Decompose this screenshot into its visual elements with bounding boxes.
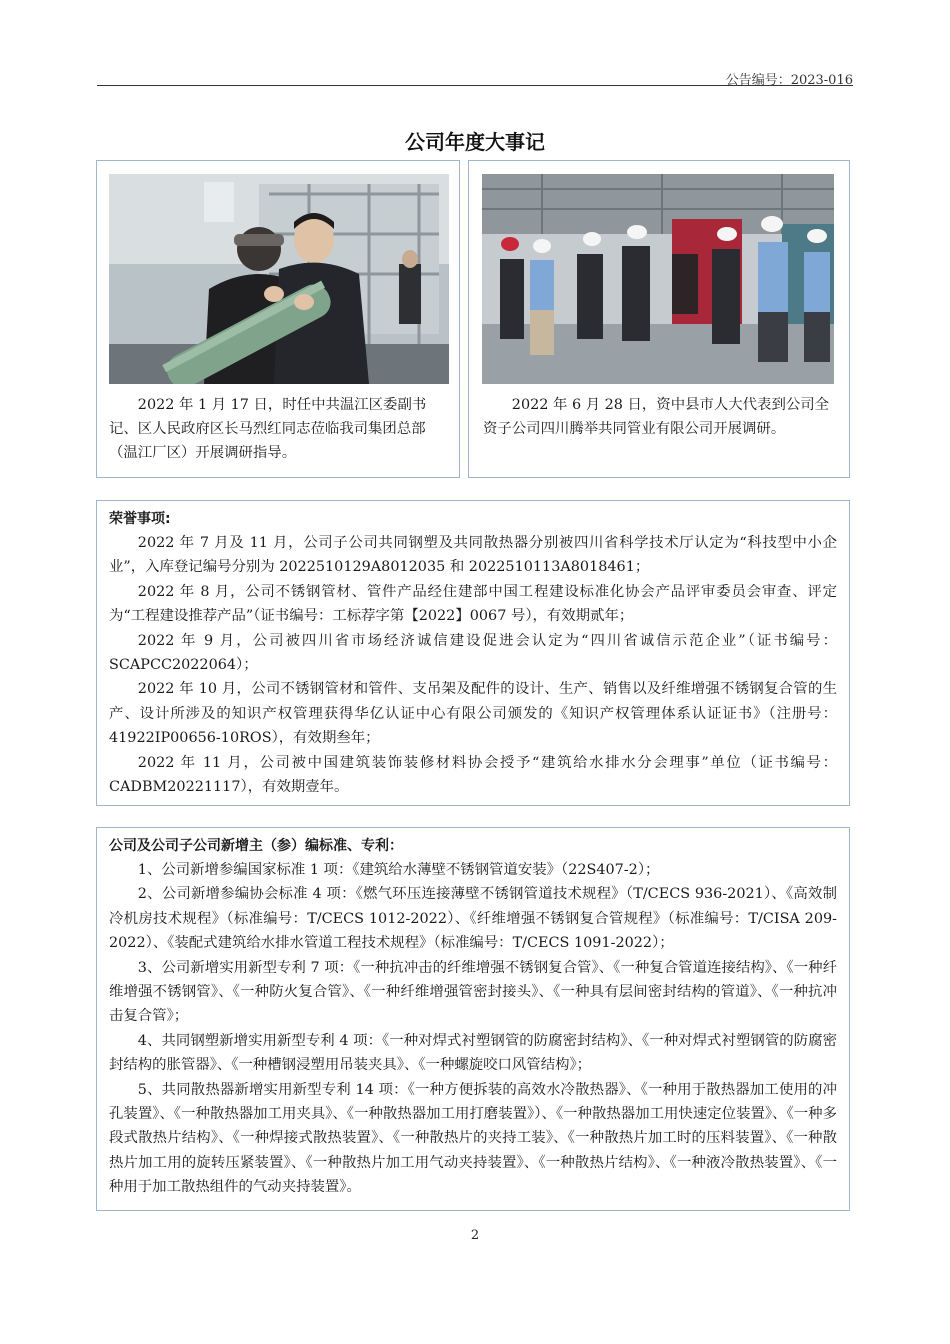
standards-paragraph: 2、公司新增参编协会标准 4 项：《燃气环压连接薄壁不锈钢管道技术规程》（T/CECS 936-2021）、《高效制冷机房技术规程》（标准编号：T/CECS 1012-2022）、《纤维增强不锈钢复合管规程》（标准编号：T/CISA 209-2022）、《装配式建筑给水排水管道工程技术规程》（标准编号：T/CECS 1091-2022）； <box>109 886 837 952</box>
standards-patents-section <box>96 827 850 1211</box>
honors-paragraph: 2022 年 11 月，公司被中国建筑装饰装修材料协会授予“建筑给水排水分会理事”单位（证书编号：CADBM20221117），有效期壹年。 <box>109 754 837 796</box>
page-number: 2 <box>470 1228 480 1243</box>
photo-factory-visit <box>482 174 834 384</box>
standards-title: 公司及公司子公司新增主（参）编标准、专利： <box>109 838 403 854</box>
honors-paragraph: 2022 年 8 月，公司不锈钢管材、管件产品经住建部中国工程建设标准化协会产品评审委员会审查、评定为“工程建设推荐产品”（证书编号：工标荐字第【2022】0067 号），有效期贰年； <box>109 583 837 625</box>
photo-box-left <box>96 160 460 478</box>
honors-section <box>96 500 850 806</box>
honors-title: 荣誉事项: <box>109 511 171 527</box>
photo-inspection-lab <box>109 174 449 384</box>
standards-paragraph: 5、共同散热器新增实用新型专利 14 项：《一种方便拆装的高效水冷散热器》、《一种用于散热器加工使用的冲孔装置》、《一种散热器加工用夹具》、《一种散热器加工用打磨装置》）、《一种散热器加工用快速定位装置》、《一种多段式散热片结构》、《一种焊接式散热装置》、《一种散热片的夹持工装》、《一种散热片加工时的压料装置》、《一种散热片加工用的旋转压紧装置》、《一种散热片加工用气动夹持装置》、《一种散热片结构》、《一种液冷散热装置》、《一种用于加工散热组件的气动夹持装置》。 <box>109 1081 837 1196</box>
page-title: 公司年度大事记 <box>405 130 545 154</box>
photo-box-right <box>468 160 850 478</box>
header-rule <box>97 85 853 86</box>
honors-paragraph: 2022 年 10 月，公司不锈钢管材和管件、支吊架及配件的设计、生产、销售以及纤维增强不锈钢复合管的生产、设计所涉及的知识产权管理获得华亿认证中心有限公司颁发的《知识产权管理体系认证证书》（注册号：41922IP00656-10ROS），有效期叁年； <box>109 681 837 747</box>
photo-caption-right: 2022 年 6 月 28 日，资中县市人大代表到公司全资子公司四川腾举共同管业有限公司开展调研。 <box>483 397 830 437</box>
standards-paragraph: 3、公司新增实用新型专利 7 项：《一种抗冲击的纤维增强不锈钢复合管》、《一种复合管道连接结构》、《一种纤维增强不锈钢管》、《一种防火复合管》、《一种纤维增强管密封接头》、《一种具有层间密封结构的管道》、《一种抗冲击复合管》； <box>109 959 837 1025</box>
photo-caption-left: 2022 年 1 月 17 日，时任中共温江区委副书记、区人民政府区长马烈红同志莅临我司集团总部（温江厂区）开展调研指导。 <box>109 397 427 461</box>
honors-paragraph: 2022 年 7 月及 11 月，公司子公司共同钢塑及共同散热器分别被四川省科学技术厅认定为“科技型中小企业”，入库登记编号分别为 2022510129A8012035 和 2022510113A8018461； <box>109 535 837 576</box>
honors-paragraph: 2022 年 9 月，公司被四川省市场经济诚信建设促进会认定为“四川省诚信示范企业”（证书编号：SCAPCC2022064）； <box>109 632 837 674</box>
standards-paragraph: 4、共同钢塑新增实用新型专利 4 项：《一种对焊式衬塑钢管的防腐密封结构》、《一种对焊式衬塑钢管的防腐密封结构的胀管器》、《一种槽钢浸塑用吊装夹具》、《一种螺旋咬口风管结构》； <box>109 1032 837 1074</box>
notice-number: 公告编号：2023-016 <box>725 73 853 88</box>
standards-paragraph: 1、公司新增参编国家标准 1 项：《建筑给水薄壁不锈钢管道安装》（22S407-2）； <box>137 862 660 878</box>
